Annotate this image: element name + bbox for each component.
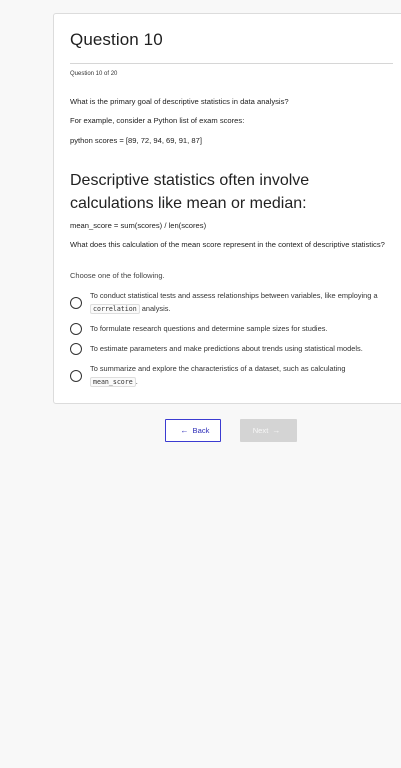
example-intro: For example, consider a Python list of exam scores: <box>70 116 245 125</box>
option-label: To summarize and explore the characteristics of a dataset, such as calculating mean_score . <box>90 364 346 386</box>
inline-code: correlation <box>90 304 140 314</box>
option-label: To formulate research questions and determine sample sizes for studies. <box>90 324 328 333</box>
arrow-right-icon: → <box>272 426 281 435</box>
section-heading: Descriptive statistics often involve calculations like mean or median: <box>70 172 310 212</box>
sub-question: What does this calculation of the mean score represent in the context of descriptive statistics? <box>70 240 385 249</box>
next-label: Next <box>252 426 269 435</box>
choose-instruction: Choose one of the following. <box>70 271 165 280</box>
next-button[interactable] <box>240 419 297 442</box>
back-label: Back <box>192 426 210 435</box>
divider <box>70 63 393 64</box>
example-code: python scores = [89, 72, 94, 69, 91, 87] <box>70 136 202 145</box>
question-prompt: What is the primary goal of descriptive statistics in data analysis? <box>70 97 289 106</box>
answer-option-4[interactable] <box>70 362 400 389</box>
question-counter: Question 10 of 20 <box>70 71 118 77</box>
arrow-left-icon: ← <box>180 426 189 435</box>
answer-option-1[interactable] <box>70 289 400 316</box>
radio-button[interactable] <box>70 323 82 335</box>
answer-option-2[interactable] <box>70 322 400 335</box>
radio-button[interactable] <box>70 343 82 355</box>
question-title: Question 10 <box>70 30 163 49</box>
answer-option-3[interactable] <box>70 342 400 355</box>
inline-code: mean_score <box>90 377 136 387</box>
mean-formula: mean_score = sum(scores) / len(scores) <box>70 221 207 230</box>
back-button[interactable] <box>165 419 221 442</box>
option-label: To estimate parameters and make predictions about trends using statistical models. <box>90 344 363 353</box>
option-label: To conduct statistical tests and assess relationships between variables, like employing a correlation analysis. <box>90 291 378 313</box>
radio-button[interactable] <box>70 297 82 309</box>
question-card <box>53 13 401 404</box>
radio-button[interactable] <box>70 370 82 382</box>
